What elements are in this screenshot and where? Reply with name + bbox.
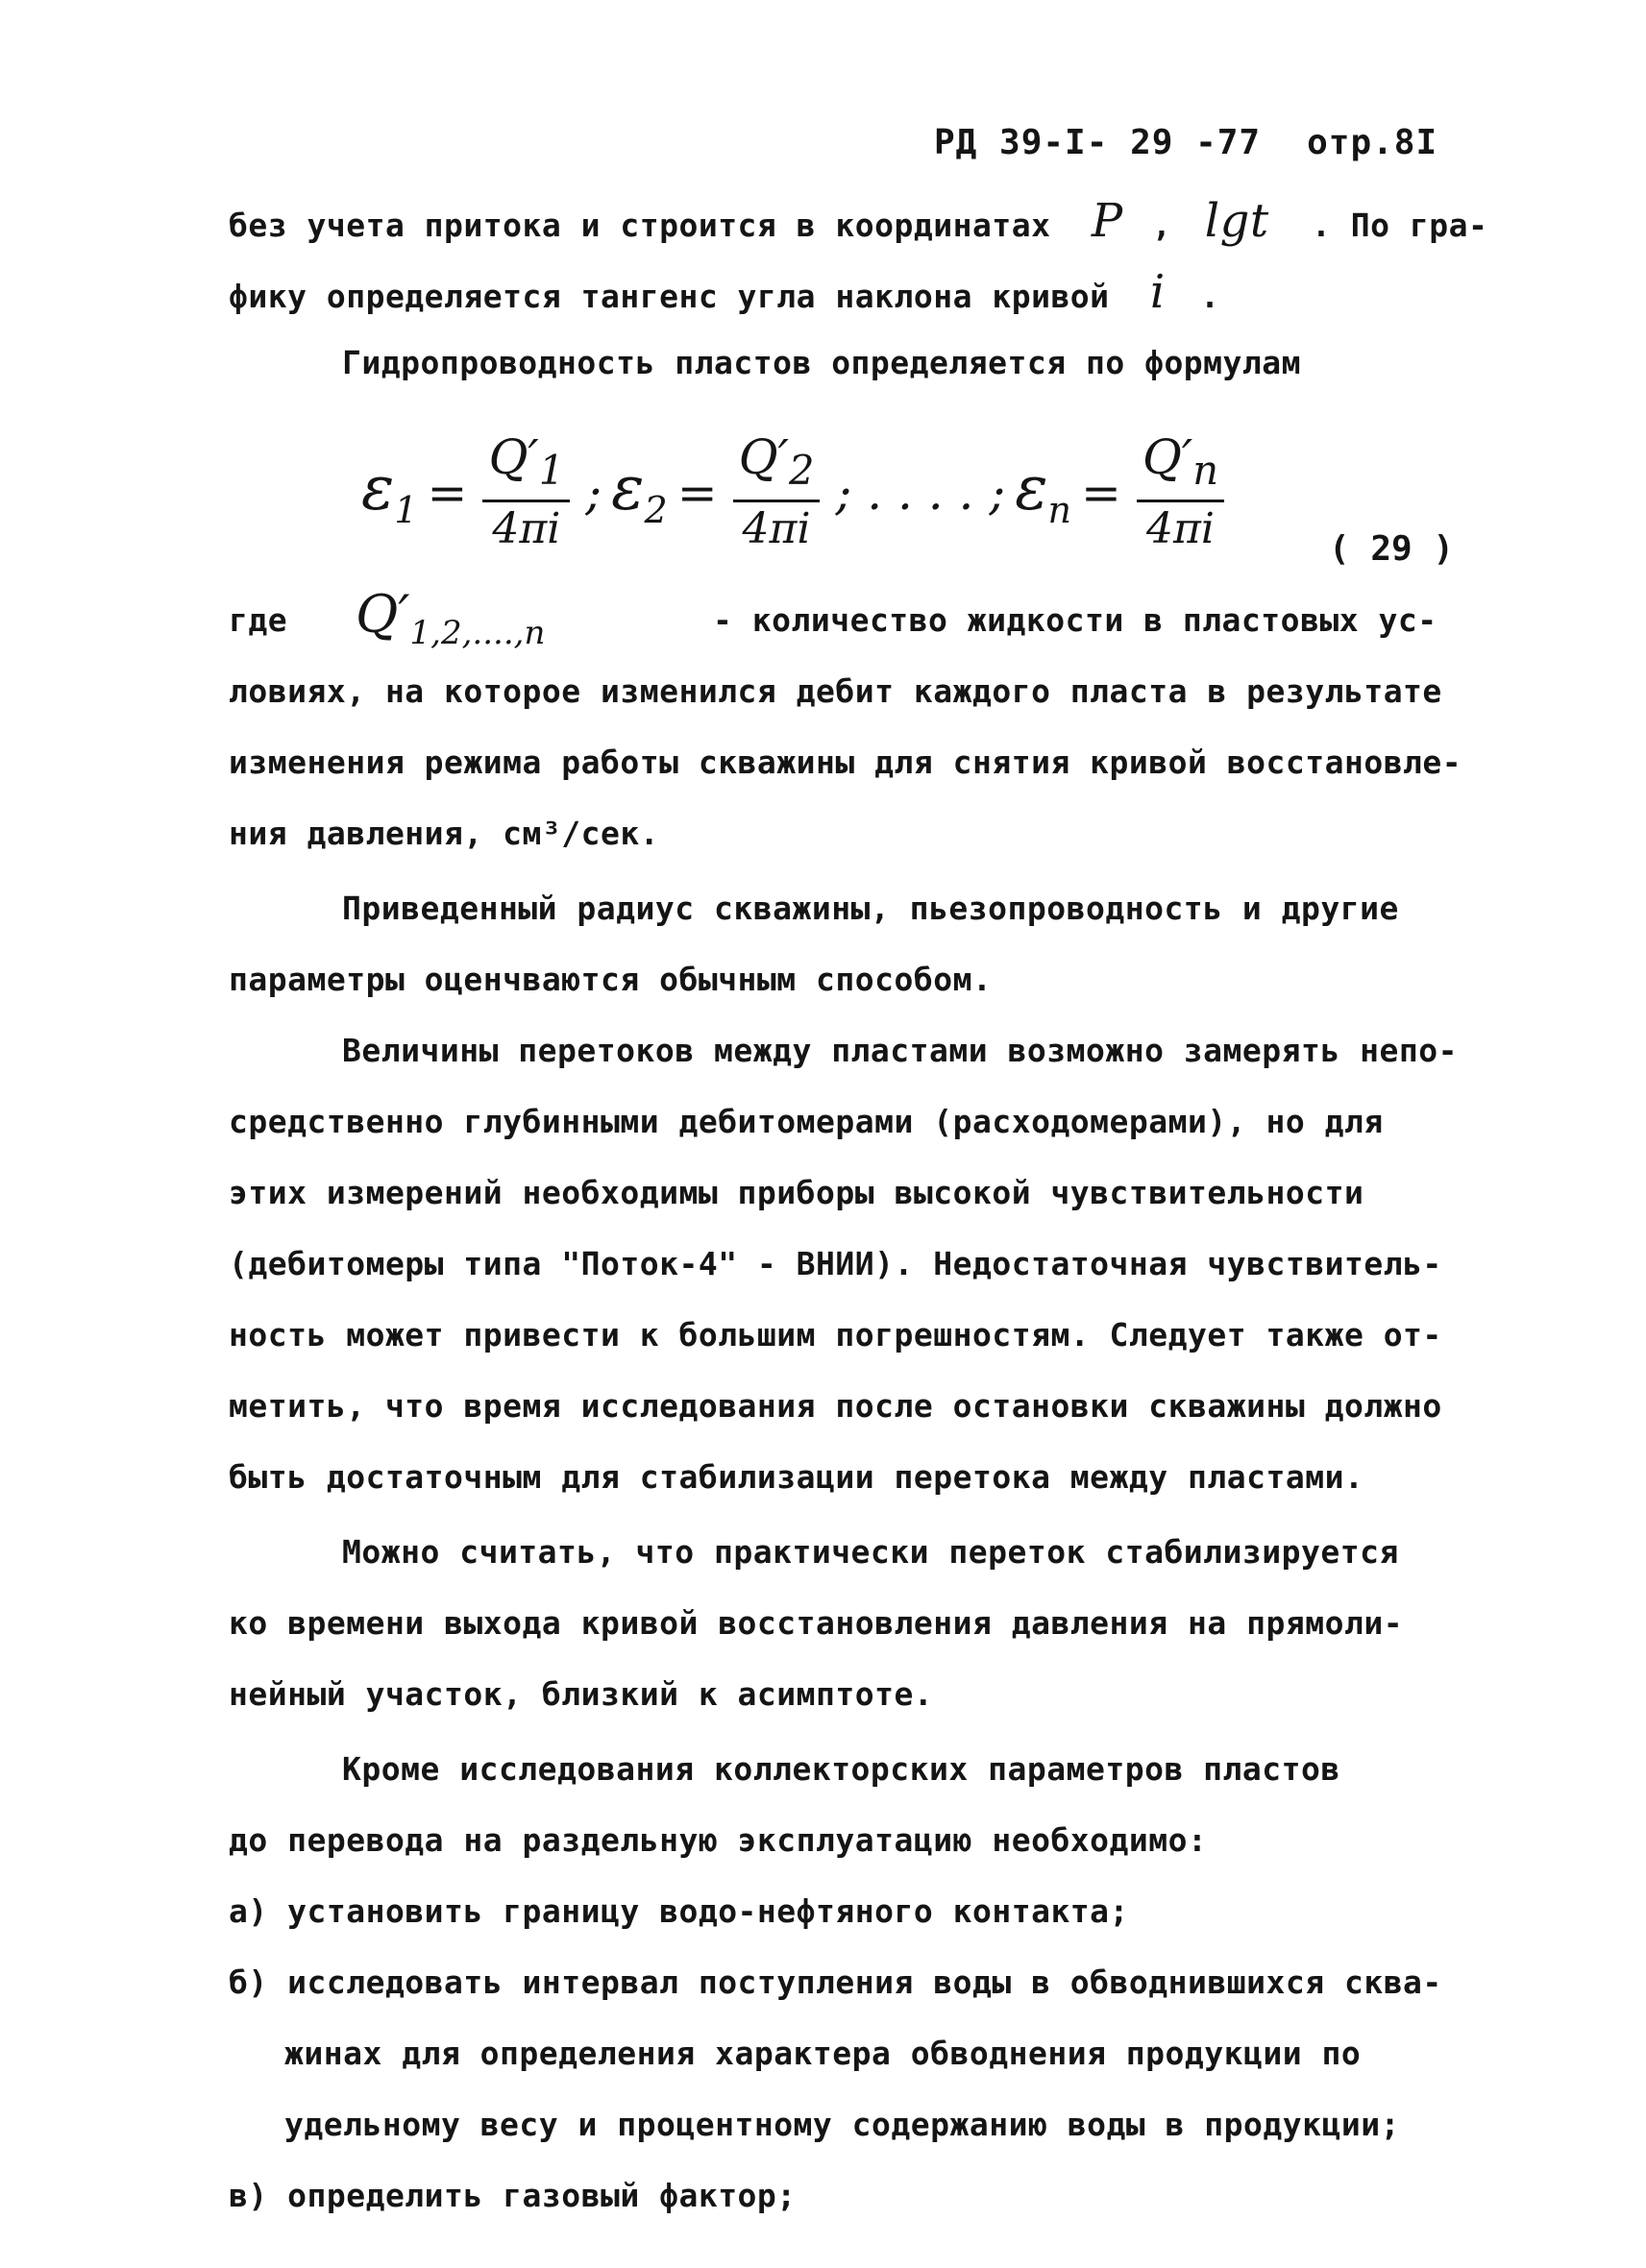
paragraph-line	[229, 194, 1488, 248]
list-item: в) определить газовый фактор;	[229, 2177, 797, 2214]
paragraph-line: метить, что время исследования после остановки скважины должно	[229, 1387, 1442, 1425]
list-item: а) установить границу водо-нефтяного контакта;	[229, 1892, 1129, 1930]
symbol-i: i	[1149, 265, 1166, 319]
paragraph-line: до перевода на раздельную эксплуатацию необходимо:	[229, 1821, 1208, 1859]
page-header	[934, 123, 1437, 162]
paragraph-line: ния давления, см³/сек.	[229, 815, 660, 852]
formula-term: $\varepsilon_2$	[611, 453, 668, 531]
paragraph-line: средственно глубинными дебитомерами (расходомерами), но для	[229, 1103, 1384, 1140]
list-item: б) исследовать интервал поступления воды в обводнившихся сква-	[229, 1963, 1442, 2001]
text-fragment: .	[1200, 278, 1220, 315]
formula-term: $\varepsilon_n$	[1015, 453, 1072, 531]
paragraph-line: быть достаточным для стабилизации перетока между пластами.	[229, 1458, 1364, 1496]
formula-29: $\varepsilon_1$ = $\frac{Q'_1}{4\pi i}$ ; $\varepsilon_2$ = $\frac{Q'_2}{4\pi i}$ ; . . . . ; $\varepsilon_n$ = $\frac{Q'_n}{4\pi i}$	[361, 430, 1230, 554]
paragraph-line: ность может привести к большим погрешностям. Следует также от-	[229, 1316, 1442, 1353]
paragraph-line: Можно считать, что практически переток стабилизируется	[342, 1533, 1399, 1571]
page-number: отр.8I	[1307, 123, 1438, 162]
text-fragment: ,	[1152, 207, 1172, 244]
paragraph-line: (дебитомеры типа "Поток-4" - ВНИИ). Недостаточная чувствитель-	[229, 1245, 1442, 1282]
where-label: где	[229, 601, 288, 639]
formula-fraction: $\frac{Q'_1}{4\pi i}$	[482, 430, 570, 554]
formula-fraction: $\frac{Q'_2}{4\pi i}$	[733, 430, 821, 554]
paragraph-line: - количество жидкости в пластовых ус-	[713, 601, 1437, 639]
text-fragment: . По гра-	[1312, 207, 1488, 244]
paragraph-line: нейный участок, близкий к асимптоте.	[229, 1675, 934, 1713]
list-item-continuation: удельному весу и процентному содержанию воды в продукции;	[284, 2106, 1400, 2143]
document-code: РД 39-I- 29 -77	[934, 123, 1262, 162]
formula-term: $\varepsilon_1$	[361, 453, 418, 531]
paragraph-line: изменения режима работы скважины для снятия кривой восстановле-	[229, 744, 1462, 781]
text-fragment: фику определяется тангенс угла наклона кривой	[229, 278, 1110, 315]
paragraph-line: этих измерений необходимы приборы высокой чувствительности	[229, 1174, 1364, 1211]
paragraph-line: Кроме исследования коллекторских параметров пластов	[342, 1750, 1340, 1788]
paragraph-line: Гидропроводность пластов определяется по формулам	[342, 344, 1302, 381]
equation-number: ( 29 )	[1329, 529, 1455, 569]
symbol-p: P	[1091, 194, 1123, 248]
paragraph-line: Приведенный радиус скважины, пьезопроводность и другие	[342, 890, 1399, 927]
paragraph-line: ко времени выхода кривой восстановления давления на прямоли-	[229, 1604, 1404, 1642]
paragraph-line: Величины перетоков между пластами возможно замерять непо-	[342, 1032, 1458, 1069]
symbol-lgt: lgt	[1204, 194, 1269, 248]
list-item-continuation: жинах для определения характера обводнения продукции по	[284, 2035, 1362, 2072]
paragraph-line: ловиях, на которое изменился дебит каждого пласта в результате	[229, 672, 1442, 710]
where-symbol: $Q'_{1,2,....,n}$	[356, 584, 546, 652]
paragraph-line: параметры оценчваются обычным способом.	[229, 961, 993, 998]
paragraph-line	[229, 265, 1220, 319]
formula-fraction: $\frac{Q'_n}{4\pi i}$	[1137, 430, 1224, 554]
text-fragment: без учета притока и строится в координатах	[229, 207, 1051, 244]
